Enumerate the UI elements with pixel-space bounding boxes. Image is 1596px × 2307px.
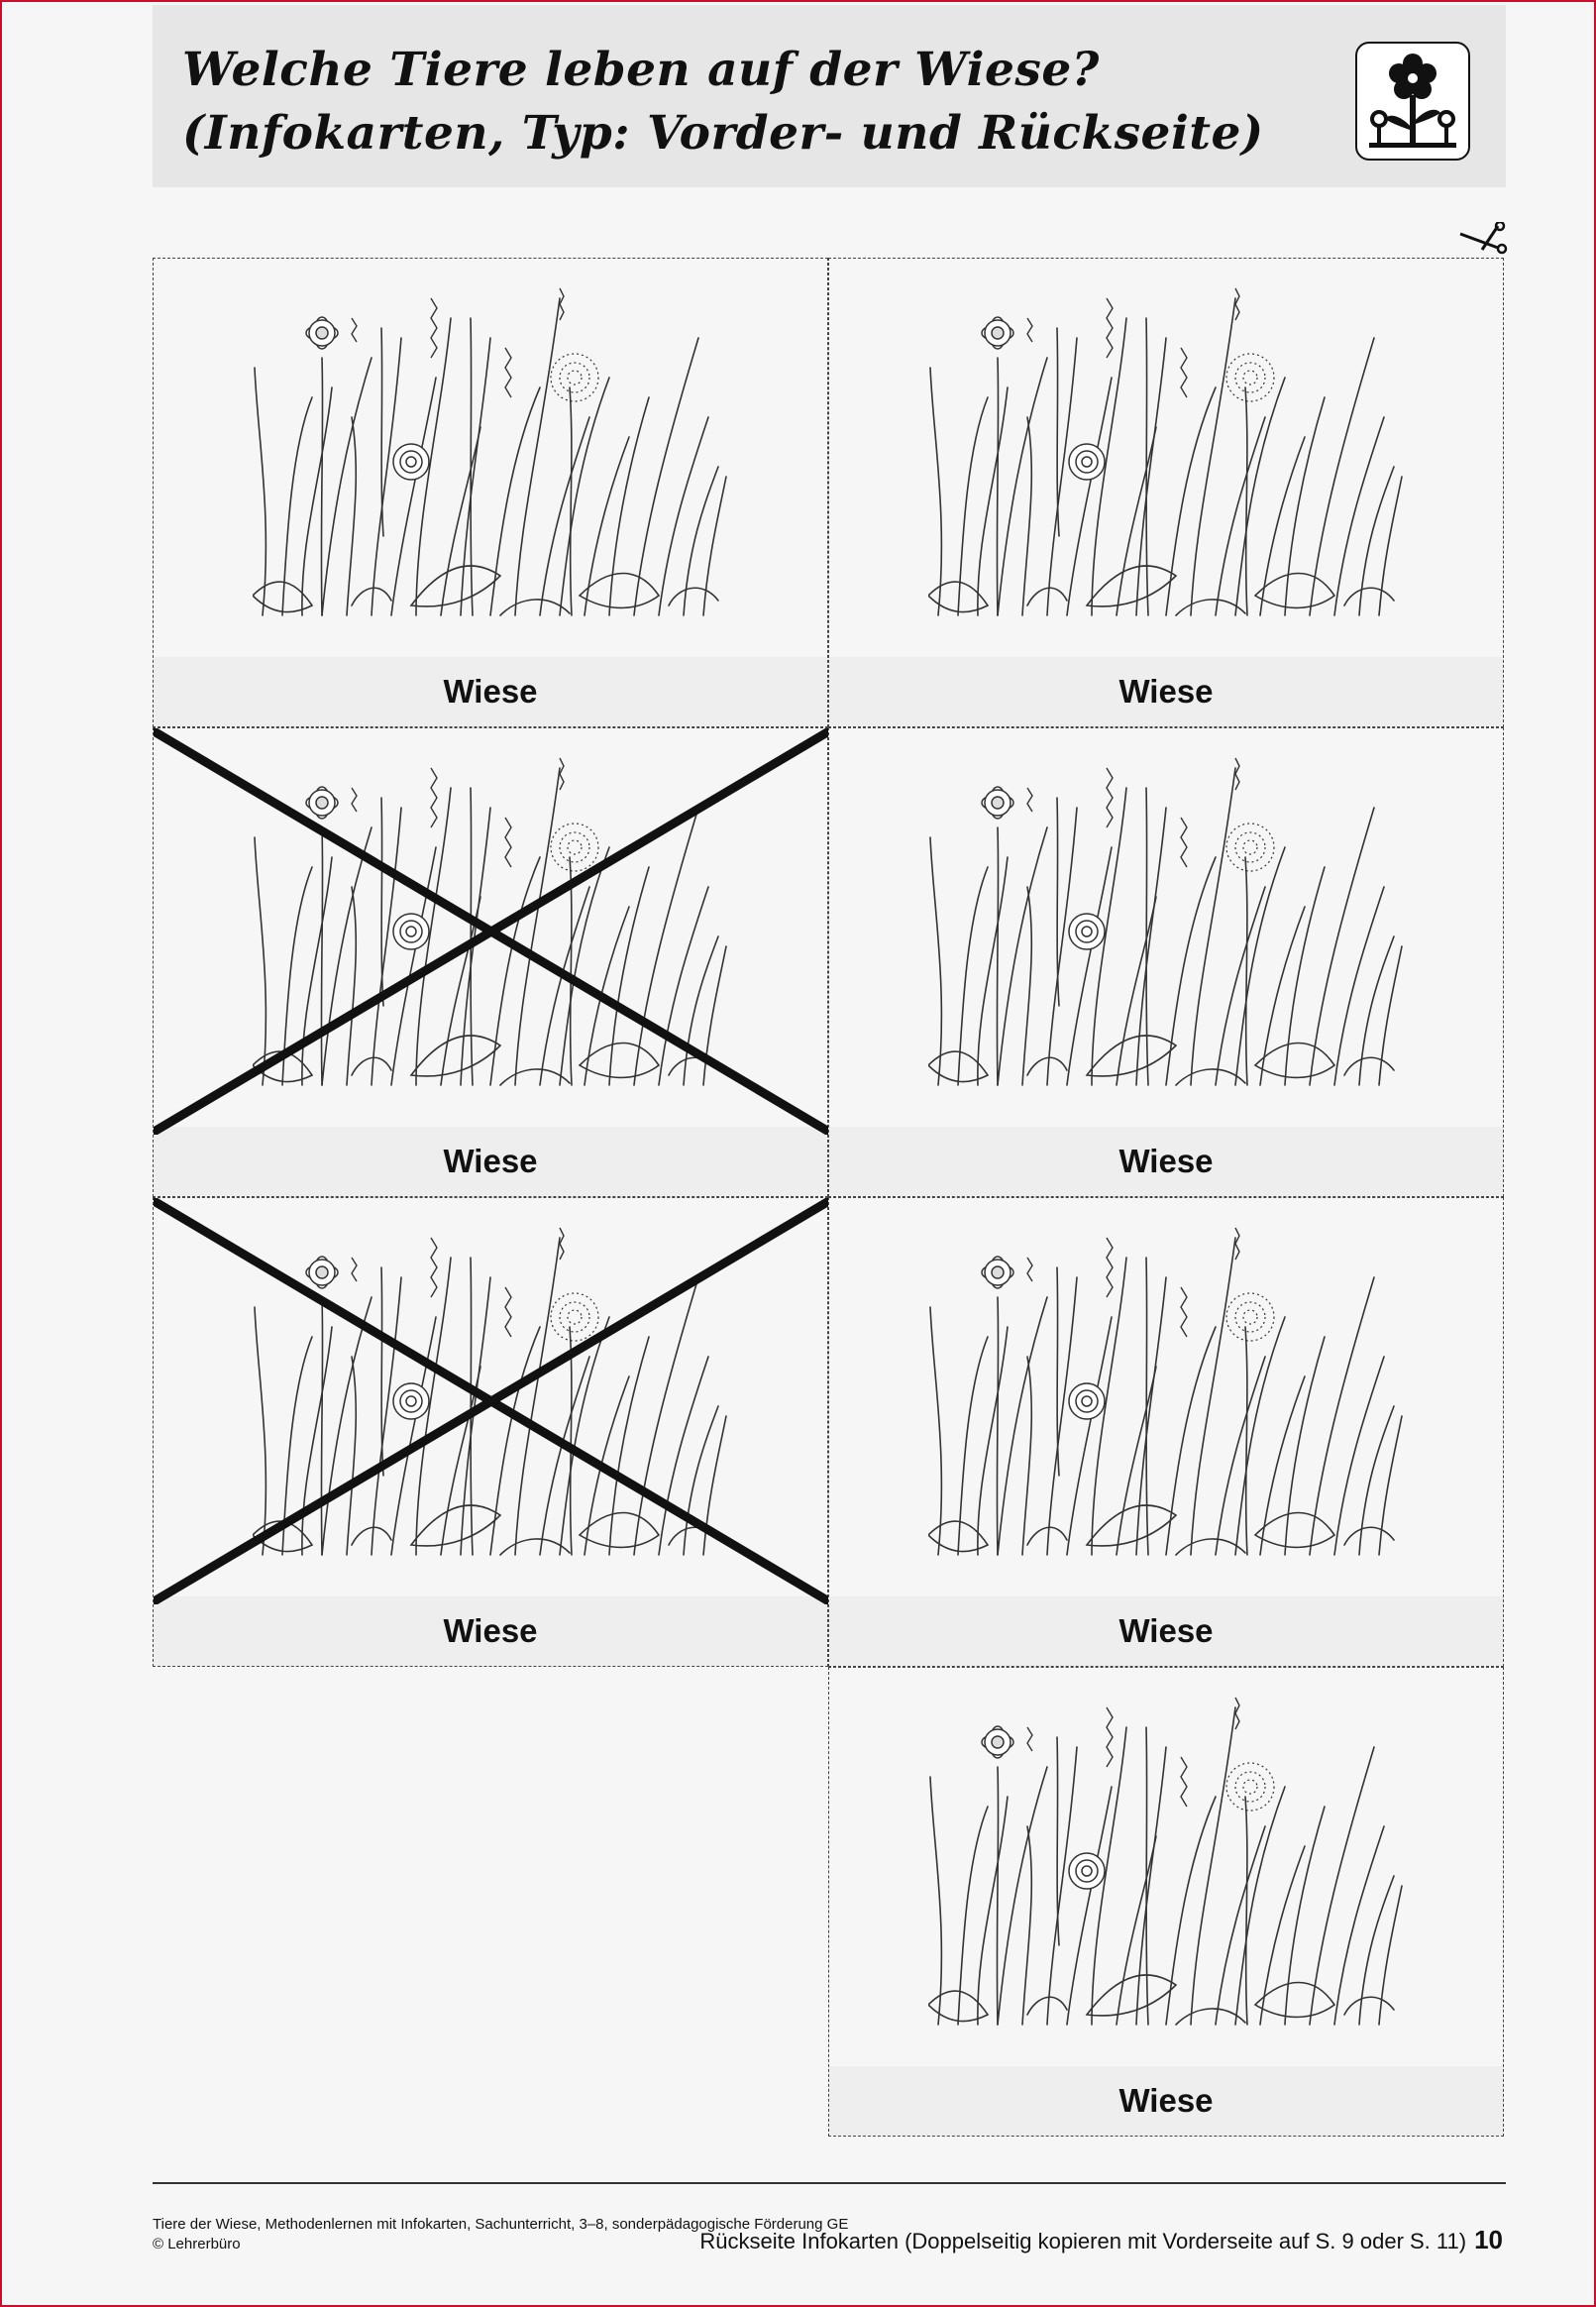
title-line-2: (Infokarten, Typ: Vorder- und Rückseite): [182, 106, 1264, 161]
info-card: [153, 258, 828, 727]
page-number: 10: [1474, 2225, 1503, 2254]
page-title: [182, 39, 1264, 165]
info-card: [828, 1197, 1504, 1667]
footer-caption-text: Rückseite Infokarten (Doppelseitig kopieren mit Vorderseite auf S. 9 oder S. 11): [699, 2229, 1467, 2253]
cross-out-mark: [154, 1198, 829, 1609]
card-label: Wiese: [829, 2066, 1503, 2136]
card-label: Wiese: [829, 1127, 1503, 1196]
meadow-illustration: [253, 278, 728, 640]
info-card: [153, 727, 828, 1197]
footer-divider: [153, 2182, 1506, 2184]
meadow-illustration: [928, 1218, 1404, 1580]
footer-line-2: © Lehrerbüro: [153, 2236, 241, 2252]
info-card: [153, 1197, 828, 1667]
footer-line-1: Tiere der Wiese, Methodenlernen mit Infokarten, Sachunterricht, 3–8, sonderpädagogische Förderung GE: [153, 2216, 849, 2233]
info-card: [828, 258, 1504, 727]
scissors-icon: [1458, 222, 1510, 263]
card-label: Wiese: [154, 1127, 827, 1196]
header-band: [153, 5, 1506, 187]
flower-icon: [1355, 42, 1470, 161]
cross-out-mark: [154, 728, 829, 1140]
card-label: Wiese: [154, 1596, 827, 1666]
title-line-1: Welche Tiere leben auf der Wiese?: [182, 43, 1100, 97]
meadow-illustration: [928, 748, 1404, 1110]
card-label: Wiese: [154, 657, 827, 726]
card-label: Wiese: [829, 1596, 1503, 1666]
info-card: [828, 727, 1504, 1197]
footer-caption: [699, 2225, 1503, 2255]
info-card: [828, 1667, 1504, 2137]
meadow-illustration: [928, 278, 1404, 640]
meadow-illustration: [928, 1688, 1404, 2049]
card-label: Wiese: [829, 657, 1503, 726]
